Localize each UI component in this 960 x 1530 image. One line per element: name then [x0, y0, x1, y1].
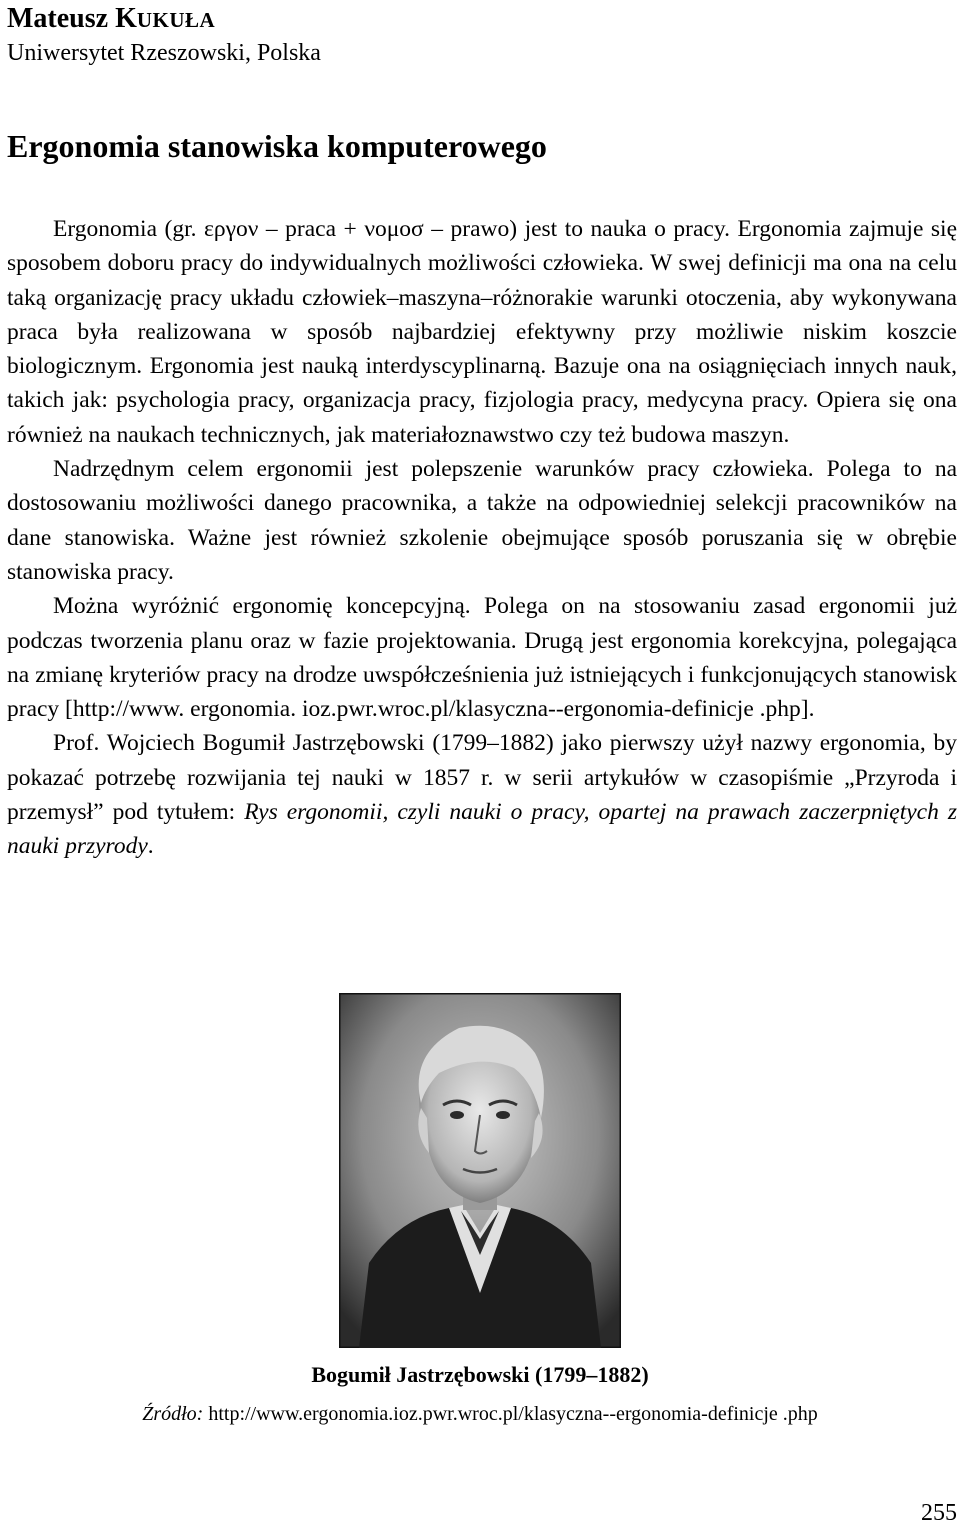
- paragraph-2: Nadrzędnym celem ergonomii jest polepszenie warunków pracy człowieka. Polega to na dostosowaniu możliwości danego pracownika, a także na odpowiedniej selekcji pracowników na dane stanowiska. Ważne jest również szkolenie obejmujące sposób poruszania się w obrębie stanowiska pracy.: [7, 456, 957, 585]
- paragraph-4-text: Prof. Wojciech Bogumił Jastrzębowski (1799–1882) jako pierwszy użył nazwy ergonomia, by pokazać potrzebę rozwijania tej nauki w 1857 r. w serii artykułów w czasopiśmie „Przyroda i przemysł” pod tytułem:: [7, 730, 957, 826]
- author-last: UKUŁA: [136, 8, 216, 32]
- portrait-image: [339, 993, 621, 1348]
- source-label: Źródło:: [142, 1403, 204, 1425]
- source-url: http://www.ergonomia.ioz.pwr.wroc.pl/klasyczna--ergonomia-definicje .php: [203, 1403, 818, 1425]
- paragraph-4-end: .: [147, 833, 154, 860]
- article-title: Ergonomia stanowiska komputerowego: [7, 128, 547, 164]
- paragraph-4: [7, 726, 957, 863]
- paragraph-1: Ergonomia (gr. εργον – praca + νομοσ – prawo) jest to nauka o pracy. Ergonomia zajmuje się sposobem doboru pracy do indywidualnych możliwości człowieka. W swej definicji ma ona na celu taką organizację pracy układu człowiek–maszyna–różnorakie warunki otoczenia, aby wykonywana praca była realizowana w sposób najbardziej efektywny przy możliwie niskim koszcie biologicznym. Ergonomia jest nauką interdyscyplinarną. Bazuje ona na osiągnięciach innych nauk, takich jak: psychologia pracy, organizacja pracy, fizjologia pracy, medycyna pracy. Opiera się ona również na naukach technicznych, jak materiałoznawstwo czy też budowa maszyn.: [7, 216, 957, 448]
- paragraph-3: Można wyróżnić ergonomię koncepcyjną. Polega on na stosowaniu zasad ergonomii już podczas tworzenia planu oraz w fazie projektowania. Drugą jest ergonomia korekcyjna, polegająca na zmianę kryteriów pracy na drodze uwspółcześnienia już istniejących i funkcjonujących stanowisk pracy [http://www. ergonomia. ioz.pwr.wroc.pl/klasyczna--ergonomia-definicje .php].: [7, 593, 957, 723]
- figure-source: [0, 1399, 960, 1429]
- author-affiliation: Uniwersytet Rzeszowski, Polska: [7, 40, 321, 66]
- figure-caption: Bogumił Jastrzębowski (1799–1882): [311, 1362, 649, 1387]
- article-body: [7, 212, 957, 864]
- paragraph-4-italic-title: Rys ergonomii, czyli nauki o pracy, opartej na prawach zaczerpniętych z nauki przyrody: [7, 799, 957, 860]
- page-number: 255: [921, 1500, 957, 1526]
- author-first: Mateusz K: [7, 3, 137, 34]
- author-name: [7, 2, 215, 37]
